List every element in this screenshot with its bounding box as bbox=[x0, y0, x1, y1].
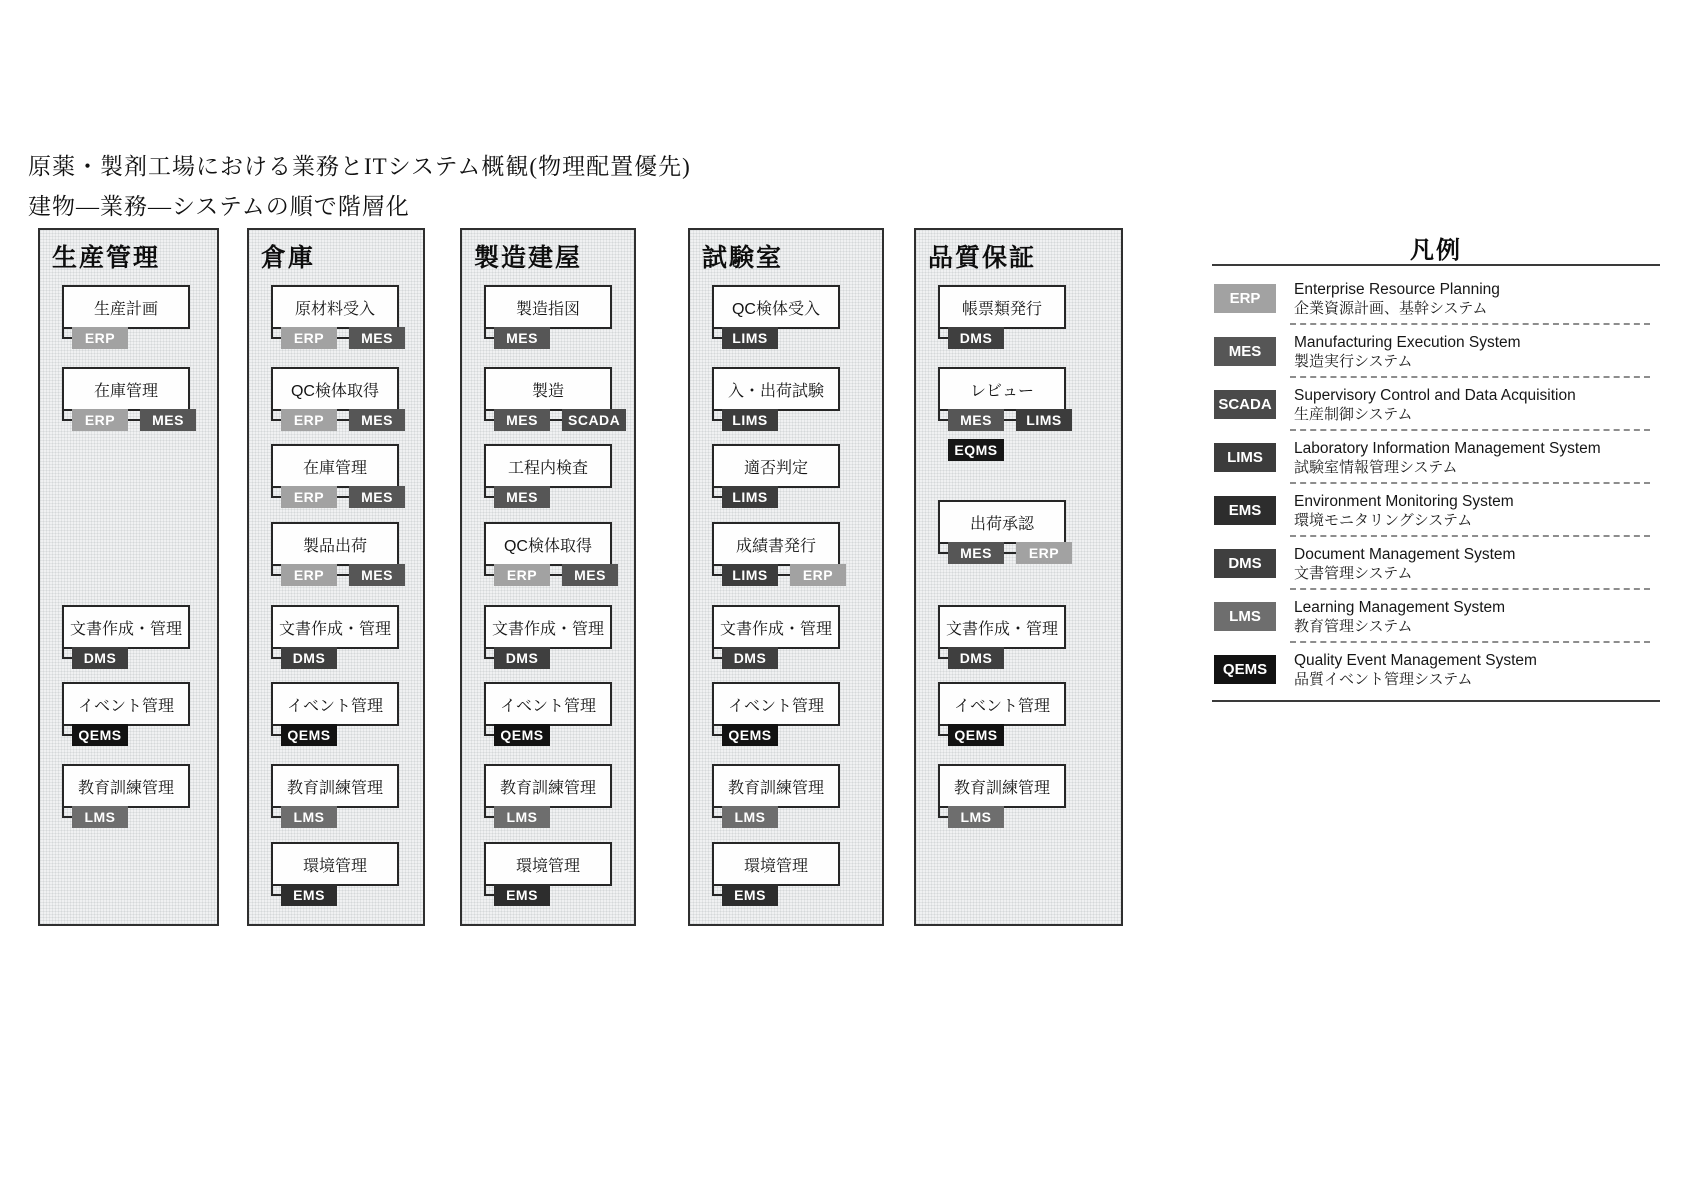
tag-connector-line bbox=[271, 816, 281, 818]
building-header: 品質保証 bbox=[928, 244, 1037, 272]
process-box bbox=[271, 367, 399, 411]
legend-name-en: Laboratory Information Management System bbox=[1294, 439, 1601, 457]
system-tag-row bbox=[938, 542, 1072, 564]
system-tag-lms: LMS bbox=[72, 806, 128, 828]
process-label: QC検体取得 bbox=[290, 382, 379, 400]
process-box bbox=[62, 285, 190, 329]
process-item bbox=[271, 682, 399, 743]
legend-entry bbox=[1212, 590, 1660, 643]
process-box bbox=[484, 285, 612, 329]
tag-connector-line bbox=[712, 734, 722, 736]
process-item bbox=[271, 522, 399, 583]
legend-entry bbox=[1212, 484, 1660, 537]
tag-connector-line bbox=[712, 574, 722, 576]
legend-text bbox=[1294, 598, 1505, 636]
process-item bbox=[712, 605, 840, 666]
building-header: 製造建屋 bbox=[474, 244, 583, 272]
system-tag-row bbox=[484, 647, 550, 669]
tag-connector-line bbox=[484, 337, 494, 339]
process-box bbox=[484, 444, 612, 488]
process-label: 製造指図 bbox=[515, 300, 580, 318]
tag-connector-line bbox=[271, 496, 281, 498]
system-tag-row bbox=[712, 647, 778, 669]
legend-name-ja: 生産制御システム bbox=[1294, 405, 1413, 423]
system-tag-lims: LIMS bbox=[722, 409, 778, 431]
system-tag-erp: ERP bbox=[281, 409, 337, 431]
tag-connector-line bbox=[271, 657, 281, 659]
legend-text bbox=[1294, 492, 1514, 530]
system-tag-dms: DMS bbox=[722, 647, 778, 669]
process-label: 文書作成・管理 bbox=[69, 620, 182, 638]
legend-name-en: Manufacturing Execution System bbox=[1294, 333, 1521, 351]
system-tag-mes: MES bbox=[349, 409, 405, 431]
process-label: 教育訓練管理 bbox=[499, 779, 596, 797]
process-label: 教育訓練管理 bbox=[953, 779, 1050, 797]
legend-name-ja: 試験室情報管理システム bbox=[1294, 458, 1458, 476]
building-column-5 bbox=[914, 228, 1123, 926]
process-item bbox=[62, 285, 190, 346]
system-tag-row bbox=[938, 806, 1004, 828]
process-label: 生産計画 bbox=[93, 300, 158, 318]
legend-bottom-rule bbox=[1212, 700, 1660, 702]
process-box bbox=[938, 605, 1066, 649]
tag-connector-line bbox=[62, 337, 72, 339]
tag-connector-line bbox=[712, 894, 722, 896]
legend-entry bbox=[1212, 643, 1660, 696]
process-label: 環境管理 bbox=[743, 857, 808, 875]
process-label: 文書作成・管理 bbox=[491, 620, 604, 638]
system-tag-row bbox=[484, 564, 618, 586]
legend-name-ja: 企業資源計画、基幹システム bbox=[1294, 299, 1488, 317]
tag-connector-line bbox=[1004, 419, 1016, 421]
legend-name-en: Supervisory Control and Data Acquisition bbox=[1294, 386, 1576, 404]
system-tag-row bbox=[271, 884, 337, 906]
process-label: 工程内検査 bbox=[507, 459, 588, 477]
system-tag-row bbox=[271, 327, 405, 349]
tag-connector-line bbox=[550, 574, 562, 576]
process-item bbox=[62, 682, 190, 743]
system-tag-erp: ERP bbox=[790, 564, 846, 586]
legend-entries bbox=[1212, 266, 1660, 700]
system-tag-row bbox=[271, 409, 405, 431]
system-tag-row bbox=[62, 647, 128, 669]
legend-name-ja: 教育管理システム bbox=[1294, 617, 1413, 635]
process-box bbox=[271, 682, 399, 726]
system-tag-dms: DMS bbox=[948, 327, 1004, 349]
tag-connector-line bbox=[484, 574, 494, 576]
system-tag-lims: LIMS bbox=[722, 327, 778, 349]
system-tag-row bbox=[938, 724, 1004, 746]
system-tag-row bbox=[712, 724, 778, 746]
legend-entry bbox=[1212, 378, 1660, 431]
system-tag-mes: MES bbox=[494, 409, 550, 431]
process-box bbox=[712, 367, 840, 411]
system-tag-row bbox=[271, 806, 337, 828]
system-tag-row bbox=[712, 884, 778, 906]
tag-connector-line bbox=[712, 816, 722, 818]
system-tag-mes: MES bbox=[948, 409, 1004, 431]
system-tag-row bbox=[484, 724, 550, 746]
tag-connector-line bbox=[337, 337, 349, 339]
legend-tag-lims: LIMS bbox=[1214, 443, 1276, 472]
process-label: レビュー bbox=[969, 382, 1034, 400]
tag-connector-line bbox=[62, 734, 72, 736]
system-tag-mes: MES bbox=[948, 542, 1004, 564]
building-header: 試験室 bbox=[702, 244, 784, 272]
system-tag-ems: EMS bbox=[281, 884, 337, 906]
process-label: 文書作成・管理 bbox=[719, 620, 832, 638]
tag-connector-line bbox=[62, 657, 72, 659]
system-tag-row bbox=[484, 486, 550, 508]
legend-tag-mes: MES bbox=[1214, 337, 1276, 366]
process-label: イベント管理 bbox=[286, 697, 383, 715]
process-box bbox=[938, 682, 1066, 726]
tag-connector-line bbox=[712, 496, 722, 498]
legend-text bbox=[1294, 333, 1521, 371]
system-tag-row bbox=[484, 409, 626, 431]
legend-name-en: Enterprise Resource Planning bbox=[1294, 280, 1500, 298]
process-item bbox=[62, 605, 190, 666]
system-tag-row bbox=[271, 724, 337, 746]
system-tag-dms: DMS bbox=[281, 647, 337, 669]
process-box bbox=[484, 367, 612, 411]
building-column-2 bbox=[247, 228, 425, 926]
tag-connector-line bbox=[938, 657, 948, 659]
legend-entry bbox=[1212, 325, 1660, 378]
process-box bbox=[271, 285, 399, 329]
process-box bbox=[712, 522, 840, 566]
process-item bbox=[484, 367, 621, 428]
process-item bbox=[938, 367, 1066, 458]
tag-connector-line bbox=[484, 734, 494, 736]
system-tag-mes: MES bbox=[494, 327, 550, 349]
process-box bbox=[484, 522, 612, 566]
legend-entry bbox=[1212, 272, 1660, 325]
process-item bbox=[271, 842, 399, 903]
process-box bbox=[62, 682, 190, 726]
process-item bbox=[484, 285, 612, 346]
process-box bbox=[62, 367, 190, 411]
legend-tag-erp: ERP bbox=[1214, 284, 1276, 313]
process-item bbox=[484, 444, 612, 505]
tag-connector-line bbox=[1004, 552, 1016, 554]
system-tag-eqms: EQMS bbox=[948, 439, 1004, 461]
process-item bbox=[484, 764, 612, 825]
process-item bbox=[271, 285, 399, 346]
legend-text bbox=[1294, 651, 1537, 689]
system-tag-row bbox=[712, 564, 846, 586]
tag-connector-line bbox=[550, 419, 562, 421]
process-box bbox=[938, 764, 1066, 808]
system-tag-erp: ERP bbox=[1016, 542, 1072, 564]
system-tag-row bbox=[938, 647, 1004, 669]
legend-tag-qems: QEMS bbox=[1214, 655, 1276, 684]
process-box bbox=[712, 682, 840, 726]
system-tag-mes: MES bbox=[562, 564, 618, 586]
legend-name-en: Environment Monitoring System bbox=[1294, 492, 1514, 510]
tag-connector-line bbox=[938, 816, 948, 818]
tag-connector-line bbox=[62, 816, 72, 818]
system-tag-row bbox=[484, 806, 550, 828]
process-label: 製品出荷 bbox=[302, 537, 367, 555]
system-tag-erp: ERP bbox=[281, 564, 337, 586]
system-tag-mes: MES bbox=[349, 327, 405, 349]
process-box bbox=[712, 285, 840, 329]
process-label: 適否判定 bbox=[743, 459, 808, 477]
tag-connector-line bbox=[271, 894, 281, 896]
system-tag-row bbox=[712, 806, 778, 828]
legend-name-en: Document Management System bbox=[1294, 545, 1516, 563]
process-label: 入・出荷試験 bbox=[727, 382, 824, 400]
tag-connector-line bbox=[271, 734, 281, 736]
process-label: 教育訓練管理 bbox=[286, 779, 383, 797]
system-tag-mes: MES bbox=[494, 486, 550, 508]
process-box bbox=[271, 842, 399, 886]
process-item bbox=[484, 522, 612, 583]
system-tag-qems: QEMS bbox=[72, 724, 128, 746]
process-box bbox=[712, 842, 840, 886]
tag-connector-line bbox=[337, 419, 349, 421]
process-label: 文書作成・管理 bbox=[278, 620, 391, 638]
system-tag-row bbox=[948, 439, 1004, 461]
tag-connector-line bbox=[938, 734, 948, 736]
process-item bbox=[712, 285, 840, 346]
process-label: 帳票類発行 bbox=[961, 300, 1042, 318]
system-tag-erp: ERP bbox=[72, 409, 128, 431]
system-tag-erp: ERP bbox=[281, 327, 337, 349]
system-tag-row bbox=[62, 806, 128, 828]
process-item bbox=[712, 522, 840, 583]
system-tag-row bbox=[271, 647, 337, 669]
legend-tag-lms: LMS bbox=[1214, 602, 1276, 631]
system-tag-row bbox=[712, 327, 778, 349]
tag-connector-line bbox=[712, 419, 722, 421]
legend-entry bbox=[1212, 431, 1660, 484]
process-box bbox=[484, 764, 612, 808]
system-tag-lims: LIMS bbox=[1016, 409, 1072, 431]
process-label: 在庫管理 bbox=[302, 459, 367, 477]
legend-title: 凡例 bbox=[1410, 237, 1462, 264]
process-label: 成績書発行 bbox=[735, 537, 816, 555]
system-tag-lms: LMS bbox=[281, 806, 337, 828]
tag-connector-line bbox=[484, 496, 494, 498]
process-item bbox=[712, 367, 840, 428]
process-box bbox=[484, 605, 612, 649]
process-item bbox=[271, 444, 399, 505]
process-label: イベント管理 bbox=[953, 697, 1050, 715]
legend-name-en: Learning Management System bbox=[1294, 598, 1506, 616]
system-tag-row bbox=[271, 486, 405, 508]
legend-tag-ems: EMS bbox=[1214, 496, 1276, 525]
tag-connector-line bbox=[778, 574, 790, 576]
process-label: QC検体受入 bbox=[731, 300, 820, 318]
legend-text bbox=[1294, 439, 1601, 477]
process-box bbox=[938, 367, 1066, 411]
process-label: 環境管理 bbox=[515, 857, 580, 875]
legend-tag-scada: SCADA bbox=[1214, 390, 1276, 419]
system-tag-row bbox=[484, 327, 550, 349]
process-item bbox=[712, 764, 840, 825]
tag-connector-line bbox=[62, 419, 72, 421]
process-item bbox=[271, 764, 399, 825]
legend-text bbox=[1294, 545, 1515, 583]
building-column-1 bbox=[38, 228, 219, 926]
process-label: イベント管理 bbox=[499, 697, 596, 715]
process-item bbox=[712, 444, 840, 505]
process-box bbox=[271, 605, 399, 649]
system-tag-mes: MES bbox=[140, 409, 196, 431]
process-label: 原材料受入 bbox=[294, 300, 375, 318]
system-tag-mes: MES bbox=[349, 564, 405, 586]
tag-connector-line bbox=[271, 419, 281, 421]
process-box bbox=[271, 764, 399, 808]
process-label: 環境管理 bbox=[302, 857, 367, 875]
system-tag-qems: QEMS bbox=[722, 724, 778, 746]
process-box bbox=[271, 522, 399, 566]
legend-name-ja: 製造実行システム bbox=[1294, 352, 1413, 370]
process-item bbox=[62, 764, 190, 825]
system-tag-row bbox=[712, 409, 778, 431]
process-label: 製造 bbox=[531, 382, 564, 400]
system-tag-lims: LIMS bbox=[722, 486, 778, 508]
process-label: QC検体取得 bbox=[503, 537, 592, 555]
system-tag-mes: MES bbox=[349, 486, 405, 508]
tag-connector-line bbox=[484, 419, 494, 421]
process-item bbox=[484, 682, 612, 743]
process-item bbox=[938, 500, 1066, 561]
process-item bbox=[712, 842, 840, 903]
tag-connector-line bbox=[337, 574, 349, 576]
system-tag-row bbox=[62, 409, 196, 431]
process-box bbox=[62, 605, 190, 649]
building-column-3 bbox=[460, 228, 636, 926]
system-tag-dms: DMS bbox=[494, 647, 550, 669]
system-tag-lms: LMS bbox=[722, 806, 778, 828]
process-item bbox=[938, 605, 1066, 666]
tag-connector-line bbox=[712, 337, 722, 339]
system-tag-qems: QEMS bbox=[948, 724, 1004, 746]
tag-connector-line bbox=[712, 657, 722, 659]
process-item bbox=[62, 367, 190, 428]
system-tag-qems: QEMS bbox=[494, 724, 550, 746]
process-box bbox=[484, 842, 612, 886]
process-item bbox=[271, 367, 399, 428]
legend-entry bbox=[1212, 537, 1660, 590]
process-item bbox=[938, 285, 1066, 346]
tag-connector-line bbox=[938, 552, 948, 554]
tag-connector-line bbox=[484, 894, 494, 896]
system-tag-row bbox=[271, 564, 405, 586]
process-label: 出荷承認 bbox=[969, 515, 1034, 533]
system-tag-row bbox=[62, 327, 128, 349]
process-label: 文書作成・管理 bbox=[945, 620, 1058, 638]
process-box bbox=[271, 444, 399, 488]
process-label: イベント管理 bbox=[77, 697, 174, 715]
process-box bbox=[712, 605, 840, 649]
process-box bbox=[484, 682, 612, 726]
system-tag-erp: ERP bbox=[494, 564, 550, 586]
tag-connector-line bbox=[938, 337, 948, 339]
process-label: 教育訓練管理 bbox=[727, 779, 824, 797]
building-header: 倉庫 bbox=[261, 244, 316, 272]
system-tag-row bbox=[938, 409, 1072, 431]
building-header: 生産管理 bbox=[52, 244, 161, 272]
system-tag-erp: ERP bbox=[281, 486, 337, 508]
system-tag-lms: LMS bbox=[948, 806, 1004, 828]
tag-connector-line bbox=[484, 657, 494, 659]
system-tag-scada: SCADA bbox=[562, 409, 626, 431]
system-tag-dms: DMS bbox=[72, 647, 128, 669]
legend-text bbox=[1294, 386, 1576, 424]
tag-connector-line bbox=[484, 816, 494, 818]
diagram-title: 原薬・製剤工場における業務とITシステム概観(物理配置優先) bbox=[28, 154, 691, 179]
system-tag-lims: LIMS bbox=[722, 564, 778, 586]
system-tag-row bbox=[484, 884, 550, 906]
process-item bbox=[938, 682, 1066, 743]
legend-name-ja: 文書管理システム bbox=[1294, 564, 1413, 582]
legend-tag-dms: DMS bbox=[1214, 549, 1276, 578]
process-box bbox=[938, 500, 1066, 544]
process-box bbox=[712, 444, 840, 488]
legend-name-en: Quality Event Management System bbox=[1294, 651, 1537, 669]
process-item bbox=[271, 605, 399, 666]
tag-connector-line bbox=[938, 419, 948, 421]
process-item bbox=[484, 605, 612, 666]
building-column-4 bbox=[688, 228, 884, 926]
legend-panel bbox=[1212, 230, 1660, 702]
system-tag-dms: DMS bbox=[948, 647, 1004, 669]
system-tag-row bbox=[62, 724, 128, 746]
legend-name-ja: 品質イベント管理システム bbox=[1294, 670, 1473, 688]
legend-text bbox=[1294, 280, 1500, 318]
process-label: 在庫管理 bbox=[93, 382, 158, 400]
process-item bbox=[938, 764, 1066, 825]
system-tag-lms: LMS bbox=[494, 806, 550, 828]
process-box bbox=[712, 764, 840, 808]
process-item bbox=[712, 682, 840, 743]
system-tag-row bbox=[938, 327, 1004, 349]
legend-name-ja: 環境モニタリングシステム bbox=[1294, 511, 1473, 529]
diagram-subtitle: 建物―業務―システムの順で階層化 bbox=[28, 194, 410, 219]
system-tag-qems: QEMS bbox=[281, 724, 337, 746]
process-box bbox=[938, 285, 1066, 329]
system-tag-ems: EMS bbox=[722, 884, 778, 906]
tag-connector-line bbox=[271, 574, 281, 576]
process-box bbox=[62, 764, 190, 808]
system-tag-ems: EMS bbox=[494, 884, 550, 906]
process-item bbox=[484, 842, 612, 903]
process-label: 教育訓練管理 bbox=[77, 779, 174, 797]
system-tag-row bbox=[712, 486, 778, 508]
tag-connector-line bbox=[337, 496, 349, 498]
tag-connector-line bbox=[128, 419, 140, 421]
system-tag-erp: ERP bbox=[72, 327, 128, 349]
tag-connector-line bbox=[271, 337, 281, 339]
process-label: イベント管理 bbox=[727, 697, 824, 715]
